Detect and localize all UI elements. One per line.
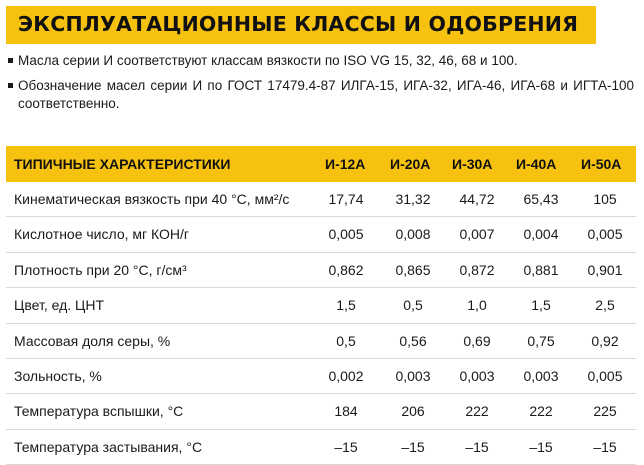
table-row (6, 182, 636, 217)
row-label: Плотность при 20 °С, г/см³ (14, 261, 187, 278)
cell-value: 0,005 (587, 226, 623, 243)
table-header-title: ТИПИЧНЫЕ ХАРАКТЕРИСТИКИ (14, 156, 231, 172)
cell-value: 0,865 (395, 261, 431, 278)
cell-value: 0,5 (336, 332, 356, 349)
column-header: И-40А (516, 156, 557, 172)
cell-value: 222 (465, 403, 489, 420)
row-label: Кислотное число, мг КОН/г (14, 226, 190, 243)
cell-value: 0,69 (463, 332, 491, 349)
cell-value: 0,003 (395, 367, 431, 384)
cell-value: 0,003 (459, 367, 495, 384)
table-row (6, 253, 636, 288)
cell-value: 65,43 (523, 191, 559, 207)
cell-value: 0,007 (459, 226, 495, 243)
cell-value: –15 (465, 438, 489, 455)
table-row (6, 217, 636, 252)
cell-value: 0,881 (523, 261, 559, 278)
table-header-row (6, 146, 636, 182)
column-header: И-50А (581, 156, 622, 172)
cell-value: 17,74 (328, 191, 364, 207)
cell-value: –15 (529, 438, 553, 455)
cell-value: –15 (334, 438, 358, 455)
cell-value: 0,003 (523, 367, 559, 384)
note-item (8, 77, 634, 113)
table-row (6, 359, 636, 394)
cell-value: 0,872 (459, 261, 495, 278)
cell-value: 225 (593, 403, 617, 420)
column-header: И-30А (452, 156, 493, 172)
bullet-icon (8, 58, 13, 63)
note-text: Обозначение масел серии И по ГОСТ 17479.4-87 ИЛГА-15, ИГА-32, ИГА-46, ИГА-68 и ИГТА-100 соответственно. (18, 78, 634, 111)
characteristics-table (6, 146, 636, 465)
cell-value: 1,5 (531, 297, 551, 314)
table-row (6, 324, 636, 359)
row-label: Температура вспышки, °С (14, 403, 184, 420)
row-label: Кинематическая вязкость при 40 °С, мм²/с (14, 191, 290, 207)
cell-value: 2,5 (595, 297, 615, 314)
notes-list (8, 52, 634, 120)
cell-value: 0,862 (328, 261, 364, 278)
cell-value: 0,92 (591, 332, 619, 349)
cell-value: 0,5 (403, 297, 423, 314)
cell-value: 31,32 (395, 191, 431, 207)
row-label: Цвет, ед. ЦНТ (14, 297, 105, 314)
cell-value: 222 (529, 403, 553, 420)
cell-value: 0,002 (328, 367, 364, 384)
note-text: Масла серии И соответствуют классам вязкости по ISO VG 15, 32, 46, 68 и 100. (18, 53, 518, 68)
bullet-icon (8, 83, 13, 88)
cell-value: 0,004 (523, 226, 559, 243)
table-row (6, 288, 636, 323)
cell-value: 0,75 (527, 332, 555, 349)
cell-value: 0,005 (587, 367, 623, 384)
row-label: Зольность, % (14, 367, 102, 384)
cell-value: 206 (401, 403, 425, 420)
page-title: ЭКСПЛУАТАЦИОННЫЕ КЛАССЫ И ОДОБРЕНИЯ (18, 12, 579, 36)
cell-value: –15 (401, 438, 425, 455)
cell-value: 0,008 (395, 226, 431, 243)
cell-value: –15 (593, 438, 617, 455)
cell-value: 1,5 (336, 297, 356, 314)
cell-value: 0,56 (399, 332, 427, 349)
column-header: И-12А (325, 156, 366, 172)
column-header: И-20А (390, 156, 431, 172)
note-item (8, 52, 634, 70)
cell-value: 0,005 (328, 226, 364, 243)
row-label: Температура застывания, °С (14, 438, 203, 455)
cell-value: 0,901 (587, 261, 623, 278)
cell-value: 44,72 (459, 191, 495, 207)
cell-value: 105 (593, 191, 617, 207)
table-row (6, 430, 636, 465)
row-label: Массовая доля серы, % (14, 332, 171, 349)
cell-value: 184 (334, 403, 358, 420)
cell-value: 1,0 (467, 297, 487, 314)
table-row (6, 394, 636, 429)
